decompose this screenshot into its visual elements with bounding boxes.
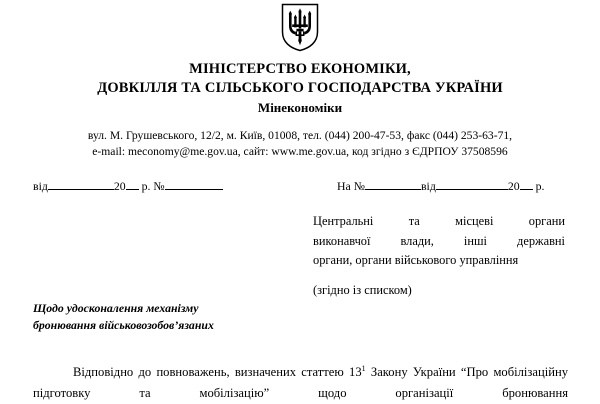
subject-line-block xyxy=(33,300,323,334)
addressee-line-2: виконавчої влади, інші державні xyxy=(313,233,565,248)
ministry-title-block xyxy=(0,60,600,117)
incoming-reference-group xyxy=(337,178,544,194)
contact-email-web-line: e-mail: meconomy@me.gov.ua, сайт: www.me.gov.ua, код згідно з ЄДРПОУ 37508596 xyxy=(92,145,508,158)
outgoing-reference-group xyxy=(33,178,223,194)
body-text-part-2: Закону України “Про мобілізаційну підготовку та мобілізацію” щодо організації бронювання xyxy=(33,365,568,400)
addressee-block xyxy=(313,212,565,300)
coat-of-arms-container xyxy=(0,2,600,57)
subject-line-2: бронювання військовозобов’язаних xyxy=(33,318,214,332)
outgoing-year-prefix: 20 xyxy=(113,179,126,193)
contact-address-line: вул. М. Грушевського, 12/2, м. Київ, 01008, тел. (044) 200-47-53, факс (044) 253-63-71, xyxy=(87,129,513,142)
subject-line-1: Щодо удосконалення механізму xyxy=(33,301,199,315)
incoming-number-label: На № xyxy=(337,179,365,193)
ministry-short-name: Мінекономіки xyxy=(257,100,343,115)
incoming-year-prefix: 20 xyxy=(507,179,520,193)
article-superscript: 1 xyxy=(361,363,366,373)
reference-date-row xyxy=(0,178,600,198)
ministry-name-line-2: ДОВКІЛЛЯ ТА СІЛЬСЬКОГО ГОСПОДАРСТВА УКРАЇНИ xyxy=(97,80,503,96)
ukraine-coat-of-arms-icon xyxy=(280,2,320,52)
outgoing-number-label: № xyxy=(153,179,165,193)
incoming-year-blank[interactable] xyxy=(520,178,533,190)
addressee-line-3: органи, органи військового управління xyxy=(313,253,519,267)
incoming-from-label: від xyxy=(420,179,436,193)
body-text-part-1: Відповідно до повноважень, визначених статтею 13 xyxy=(73,365,362,379)
outgoing-year-blank[interactable] xyxy=(126,178,139,190)
addressee-line-1: Центральні та місцеві органи xyxy=(313,214,565,228)
body-paragraph-1 xyxy=(33,362,568,404)
incoming-date-blank[interactable] xyxy=(436,178,508,190)
outgoing-from-label: від xyxy=(33,179,48,193)
incoming-number-blank[interactable] xyxy=(365,178,421,190)
incoming-year-suffix-label: р. xyxy=(535,179,545,193)
ministry-name-line-1: МІНІСТЕРСТВО ЕКОНОМІКИ, xyxy=(189,61,411,77)
outgoing-number-blank[interactable] xyxy=(165,178,223,190)
contact-details-block xyxy=(0,128,600,160)
addressee-note: (згідно із списком) xyxy=(313,282,412,297)
outgoing-date-blank[interactable] xyxy=(48,178,114,190)
outgoing-year-suffix-label: р. xyxy=(141,179,151,193)
